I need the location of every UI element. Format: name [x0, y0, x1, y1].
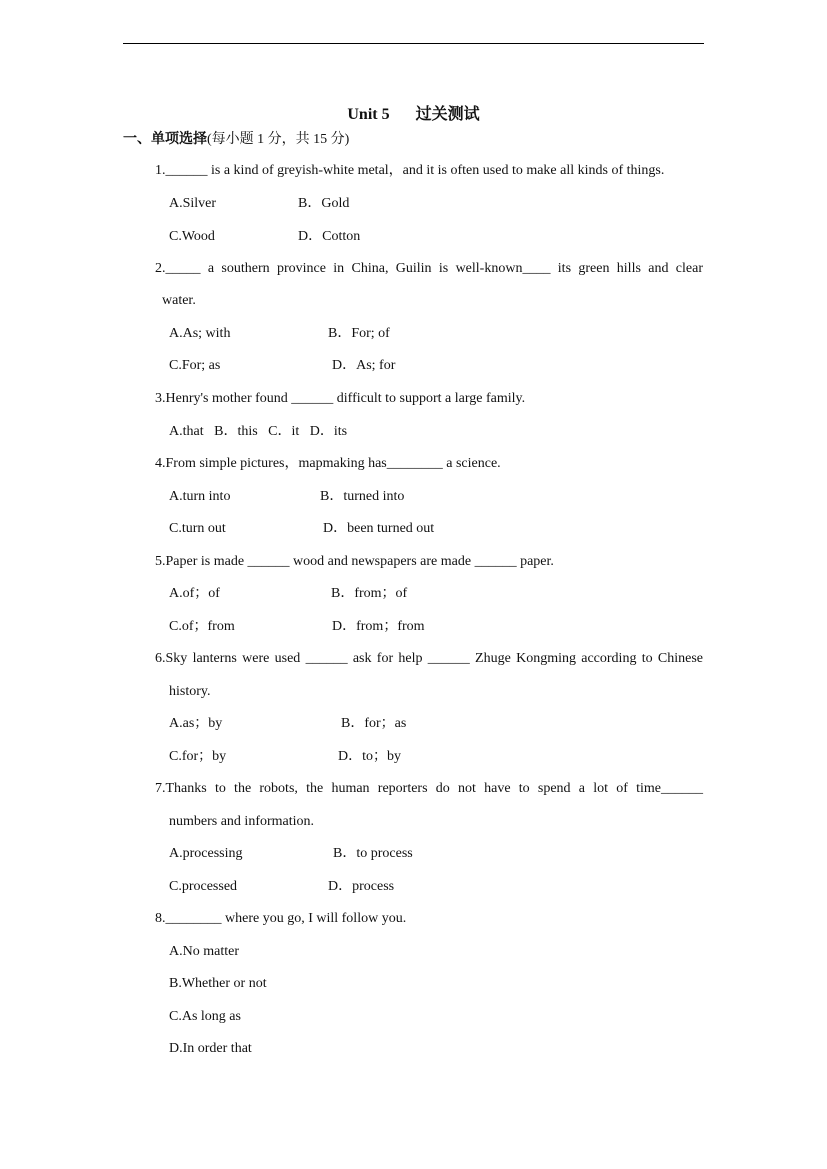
question-2-stem: 2._____ a southern province in China, Guilin is well-known____ its green hills and clear: [155, 261, 703, 276]
q4-option-b: B．turned into: [320, 489, 405, 504]
q2-option-b: B．For; of: [328, 326, 390, 341]
q8-option-d: D.In order that: [169, 1041, 252, 1056]
q6-option-b: B．for；as: [341, 716, 407, 731]
page-title: [0, 101, 827, 124]
q2-option-d: D．As; for: [332, 358, 396, 373]
q4-option-c: C.turn out: [169, 521, 226, 536]
question-2-stem-cont: water.: [162, 293, 196, 308]
q1-option-b: B．Gold: [298, 196, 350, 211]
q8-option-b: B.Whether or not: [169, 976, 267, 991]
question-3-stem: 3.Henry's mother found ______ difficult to support a large family.: [155, 391, 526, 406]
q5-option-b: B．from；of: [331, 586, 408, 601]
section-heading: [123, 128, 349, 148]
section-label: 一、单项选择: [123, 132, 207, 147]
q4-option-d: D．been turned out: [323, 521, 435, 536]
q5-option-c: C.of；from: [169, 619, 235, 634]
q8-option-a: A.No matter: [169, 944, 239, 959]
section-note: (每小题 1 分，共 15 分): [207, 132, 350, 147]
title-unit: Unit 5: [347, 106, 390, 123]
question-1-stem: 1.______ is a kind of greyish-white metal，and it is often used to make all kinds of things.: [155, 163, 665, 178]
q1-option-a: A.Silver: [169, 196, 217, 211]
q3-options: A.that B．this C．it D．its: [169, 424, 348, 439]
q2-option-c: C.For; as: [169, 358, 221, 373]
q7-option-a: A.processing: [169, 846, 243, 861]
q6-option-d: D．to；by: [338, 749, 401, 764]
q6-option-a: A.as；by: [169, 716, 223, 731]
question-6-stem: 6.Sky lanterns were used ______ ask for help ______ Zhuge Kongming according to Chinese: [155, 651, 703, 666]
title-name: 过关测试: [415, 106, 480, 123]
question-7-stem: 7.Thanks to the robots, the human reporters do not have to spend a lot of time______: [155, 781, 703, 796]
q7-option-b: B．to process: [333, 846, 413, 861]
question-6-stem-cont: history.: [169, 684, 211, 699]
q8-option-c: C.As long as: [169, 1009, 241, 1024]
question-4-stem: 4.From simple pictures，mapmaking has________ a science.: [155, 456, 501, 471]
q4-option-a: A.turn into: [169, 489, 231, 504]
question-8-stem: 8.________ where you go, I will follow you.: [155, 911, 407, 926]
q1-option-c: C.Wood: [169, 229, 215, 244]
q7-option-c: C.processed: [169, 879, 238, 894]
question-7-stem-cont: numbers and information.: [169, 814, 315, 829]
q5-option-a: A.of；of: [169, 586, 220, 601]
q5-option-d: D．from；from: [332, 619, 425, 634]
q1-option-d: D．Cotton: [298, 229, 361, 244]
header-rule: [123, 43, 704, 44]
q6-option-c: C.for；by: [169, 749, 227, 764]
q7-option-d: D．process: [328, 879, 395, 894]
question-5-stem: 5.Paper is made ______ wood and newspapers are made ______ paper.: [155, 554, 554, 569]
q2-option-a: A.As; with: [169, 326, 231, 341]
